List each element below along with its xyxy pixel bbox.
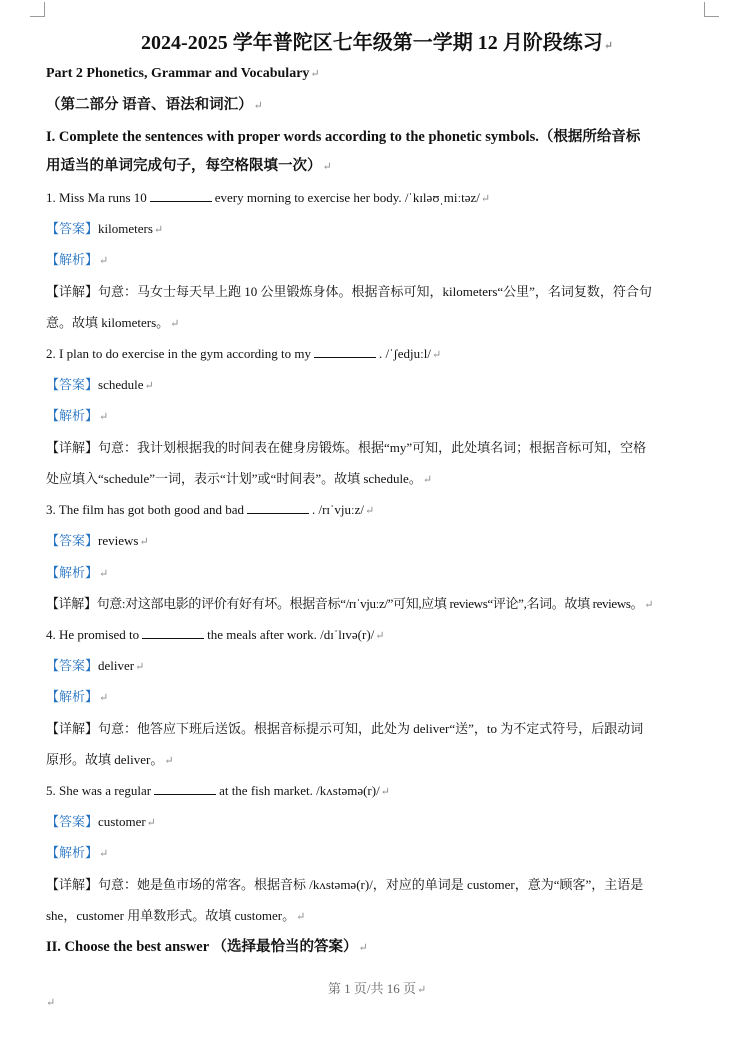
- detail-line-cont: she，customer 用单数形式。故填 customer。↵: [46, 908, 306, 923]
- answer-line: 【答案】reviews↵: [46, 533, 149, 548]
- analysis-line: 【解析】↵: [46, 565, 109, 580]
- section-heading: I. Complete the sentences with proper words according to the phonetic symbols.（根据所给音标: [46, 129, 641, 145]
- analysis-line: 【解析】↵: [46, 689, 109, 704]
- answer-line: 【答案】kilometers↵: [46, 221, 164, 236]
- page-corner-mark: [30, 2, 45, 17]
- analysis-line: 【解析】↵: [46, 408, 109, 423]
- answer-blank: [142, 626, 204, 639]
- answer-line: 【答案】deliver↵: [46, 658, 145, 673]
- question-line: 4. He promised to the meals after work. /dɪˈlɪvə(r)/↵: [46, 627, 385, 642]
- detail-line-cont: 原形。故填 deliver。↵: [46, 752, 174, 767]
- part-heading: Part 2 Phonetics, Grammar and Vocabulary↵: [46, 66, 320, 81]
- detail-line: 【详解】句意:对这部电影的评价有好有坏。根据音标“/rɪˈvjuːz/”可知,应填 reviews“评论”,名词。故填 reviews。↵: [46, 596, 654, 611]
- answer-line: 【答案】schedule↵: [46, 377, 154, 392]
- answer-blank: [247, 501, 309, 514]
- part-heading-cn: （第二部分 语音、语法和词汇）↵: [46, 97, 263, 113]
- answer-blank: [314, 345, 376, 358]
- detail-line: 【详解】句意：她是鱼市场的常客。根据音标 /kʌstəmə(r)/，对应的单词是 customer，意为“顾客”，主语是: [46, 877, 644, 892]
- page-footer: 第 1 页/共 16 页↵: [327, 981, 427, 996]
- question-line: 2. I plan to do exercise in the gym according to my . /ˈʃedjuːl/↵: [46, 346, 442, 361]
- answer-blank: [154, 782, 216, 795]
- page-corner-mark: [704, 2, 719, 17]
- detail-line: 【详解】句意：他答应下班后送饭。根据音标提示可知，此处为 deliver“送”，to 为不定式符号，后跟动词: [46, 721, 644, 736]
- question-line: 5. She was a regular at the fish market. /kʌstəmə(r)/↵: [46, 783, 390, 798]
- detail-line: 【详解】句意：我计划根据我的时间表在健身房锻炼。根据“my”可知，此处填名词；根据音标可知，空格: [46, 440, 647, 455]
- question-line: 3. The film has got both good and bad . /rɪˈvjuːz/↵: [46, 502, 375, 517]
- analysis-line: 【解析】↵: [46, 252, 109, 267]
- answer-line: 【答案】customer↵: [46, 814, 156, 829]
- paragraph-mark: ↵: [46, 997, 56, 1009]
- detail-line-cont: 处应填入“schedule”一词，表示“计划”或“时间表”。故填 schedule。↵: [46, 471, 433, 486]
- analysis-line: 【解析】↵: [46, 845, 109, 860]
- detail-line: 【详解】句意：马女士每天早上跑 10 公里锻炼身体。根据音标可知，kilometers“公里”，名词复数，符合句: [46, 284, 652, 299]
- section-heading: II. Choose the best answer （选择最恰当的答案）↵: [46, 939, 368, 955]
- section-heading-cont: 用适当的单词完成句子，每空格限填一次）↵: [46, 158, 332, 174]
- question-line: 1. Miss Ma runs 10 every morning to exercise her body. /ˈkɪləʊˌmiːtəz/↵: [46, 190, 491, 205]
- answer-blank: [150, 189, 212, 202]
- detail-line-cont: 意。故填 kilometers。↵: [46, 315, 180, 330]
- page-title: 2024-2025 学年普陀区七年级第一学期 12 月阶段练习↵: [141, 32, 613, 54]
